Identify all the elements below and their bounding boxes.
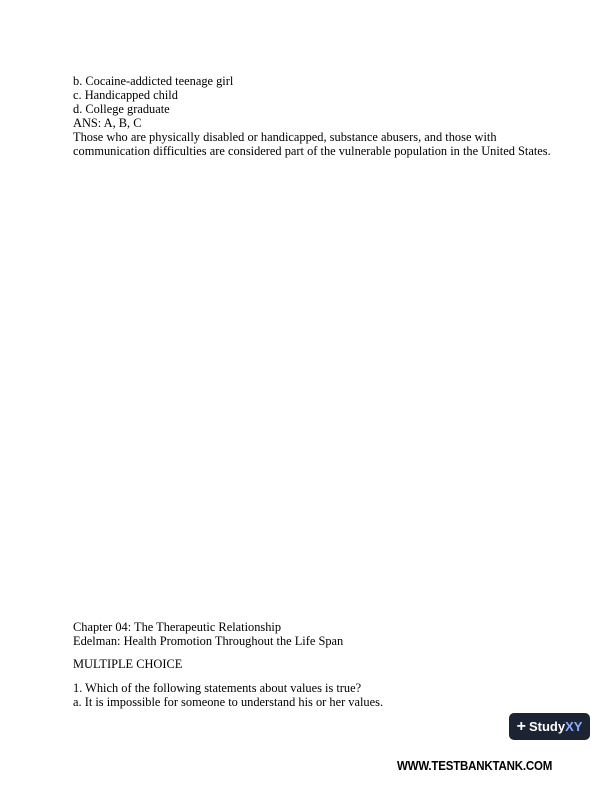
badge-prefix: Study xyxy=(528,719,566,734)
chapter-title: Chapter 04: The Therapeutic Relationship xyxy=(73,620,282,634)
section-heading: MULTIPLE CHOICE xyxy=(73,657,183,671)
plus-icon: + xyxy=(516,717,526,735)
option-d: d. College graduate xyxy=(73,102,170,116)
option-b: b. Cocaine-addicted teenage girl xyxy=(73,74,234,88)
rationale-line-2: communication difficulties are considered part of the vulnerable population in the United States. xyxy=(73,144,551,158)
option-c: c. Handicapped child xyxy=(73,88,178,102)
watermark-url: WWW.TESTBANKTANK.COM xyxy=(397,759,553,773)
badge-suffix: XY xyxy=(565,719,583,734)
question-1-option-a: a. It is impossible for someone to understand his or her values. xyxy=(73,695,384,709)
question-1: 1. Which of the following statements about values is true? xyxy=(73,681,362,695)
book-title: Edelman: Health Promotion Throughout the Life Span xyxy=(73,634,344,648)
rationale-line-1: Those who are physically disabled or handicapped, substance abusers, and those with xyxy=(73,130,497,144)
studyxy-badge[interactable] xyxy=(509,713,590,740)
answer-line: ANS: A, B, C xyxy=(73,116,142,130)
